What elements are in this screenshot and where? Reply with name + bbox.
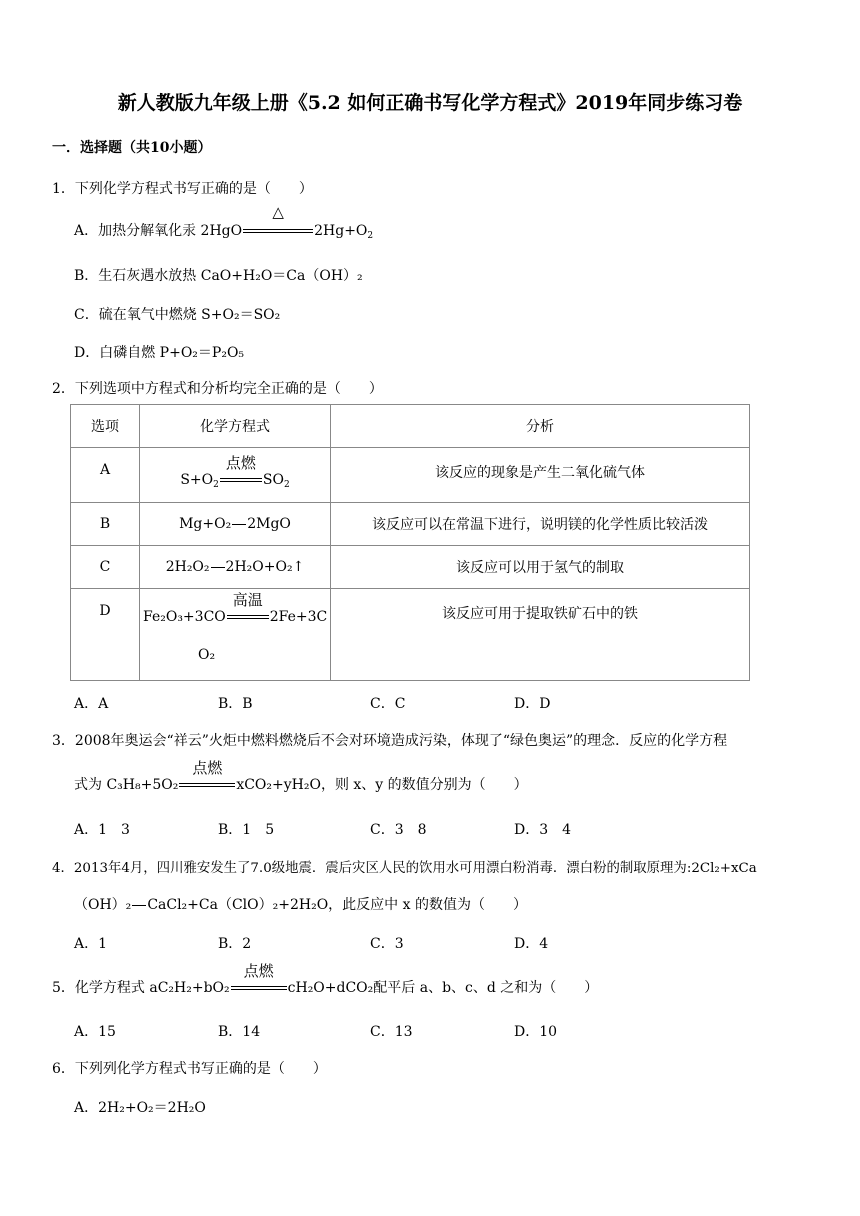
condition-label: 点燃 xyxy=(243,962,274,980)
table-cell: 该反应可以在常温下进行，说明镁的化学性质比较活泼 xyxy=(331,503,750,546)
question-4-choices xyxy=(74,933,674,953)
reaction-arrow xyxy=(178,759,236,793)
eq-text: cH₂O+dCO₂配平后 a、b、c、d 之和为（ ） xyxy=(287,980,599,996)
table-row xyxy=(71,448,750,503)
choice-c[interactable]: C．3 8 xyxy=(370,822,427,838)
question-4-line2 xyxy=(74,894,527,914)
question-2-table xyxy=(70,404,750,681)
page-title: 新人教版九年级上册《5.2 如何正确书写化学方程式》2019年同步练习卷 xyxy=(117,92,743,114)
question-1-option-d: D．白磷自燃 P+O₂＝P₂O₅ xyxy=(74,345,245,361)
question-3-line1: 3．2008年奥运会“祥云”火炬中燃料燃烧后不会对环境造成污染，体现了“绿色奥运”的理念．反应的化学方程 xyxy=(52,733,728,749)
table-cell: 该反应可用于提取铁矿石中的铁 xyxy=(331,589,750,681)
eq-text: 2H₂O₂ xyxy=(165,559,210,575)
choice-a[interactable]: A．1 xyxy=(74,936,108,952)
eq-text: SO xyxy=(262,472,284,488)
question-6-stem: 6．下列列化学方程式书写正确的是（ ） xyxy=(52,1061,327,1077)
choice-c[interactable]: C．13 xyxy=(370,1024,413,1040)
table-cell: D xyxy=(71,589,140,681)
eq-text: Mg+O₂ xyxy=(179,516,232,532)
reaction-arrow xyxy=(219,454,263,488)
eq-text: xCO₂+yH₂O，则 x、y 的数值分别为（ ） xyxy=(236,777,528,793)
choice-c[interactable]: C．3 xyxy=(370,936,404,952)
choice-a[interactable]: A．1 3 xyxy=(74,822,130,838)
question-1-option-b: B．生石灰遇水放热 CaO+H₂O＝Ca（OH）₂ xyxy=(74,268,363,284)
choice-d[interactable]: D．10 xyxy=(514,1024,558,1040)
table-cell xyxy=(140,589,331,681)
question-4-line1: 4．2013年4月，四川雅安发生了7.0级地震．震后灾区人民的饮用水可用漂白粉消毒．漂白粉的制取原理为:2Cl₂+xCa xyxy=(52,861,757,876)
table-cell: $S+O_2$ 点燃 $SO_2$ xyxy=(140,448,331,503)
eq-text: CaCl₂+Ca（ClO）₂+2H₂O，此反应中 x 的数值为（ ） xyxy=(147,897,527,913)
choice-a[interactable]: A．A xyxy=(74,696,109,712)
eq-text: （OH）₂ xyxy=(74,897,132,913)
eq-text: S+O xyxy=(180,472,214,488)
question-3-line2 xyxy=(74,759,528,794)
table-cell: B xyxy=(71,503,140,546)
question-2-choices xyxy=(74,693,674,713)
eq-text: 2MgO xyxy=(247,516,291,532)
option-a-text: A．加热分解氧化汞 2HgO xyxy=(74,223,243,239)
choice-b[interactable]: B．14 xyxy=(218,1024,261,1040)
table-cell: 该反应的现象是产生二氧化硫气体 xyxy=(331,448,750,503)
table-row xyxy=(71,546,750,589)
table-cell: C xyxy=(71,546,140,589)
eq-text: O₂ xyxy=(198,647,216,663)
choice-c[interactable]: C．C xyxy=(370,696,406,712)
choice-d[interactable]: D．4 xyxy=(514,936,549,952)
question-3-choices xyxy=(74,819,674,839)
choice-d[interactable]: D．D xyxy=(514,696,551,712)
table-cell xyxy=(140,546,331,589)
choice-b[interactable]: B．B xyxy=(218,696,253,712)
choice-b[interactable]: B．2 xyxy=(218,936,252,952)
question-6-option-a: A．2H₂+O₂＝2H₂O xyxy=(74,1100,206,1116)
condition-label: 点燃 xyxy=(192,759,223,777)
heat-condition: △ xyxy=(272,203,284,221)
choice-b[interactable]: B．1 5 xyxy=(218,822,275,838)
eq-text: 5．化学方程式 aC₂H₂+bO₂ xyxy=(52,980,230,996)
question-1-stem: 1．下列化学方程式书写正确的是（ ） xyxy=(52,181,313,197)
eq-text: 2Fe+3C xyxy=(269,609,328,625)
table-row xyxy=(71,503,750,546)
condition-label: 高温 xyxy=(232,591,263,609)
question-5-stem xyxy=(52,962,599,997)
eq-text: Fe₂O₃+3CO xyxy=(143,609,226,625)
table-row xyxy=(71,589,750,681)
table-header: 选项 xyxy=(71,405,140,448)
table-cell: A xyxy=(71,448,140,503)
reaction-arrow xyxy=(230,962,288,996)
question-1-option-a: A．加热分解氧化汞 2HgO △ $2Hg+O_2$ xyxy=(74,203,374,241)
table-cell xyxy=(140,503,331,546)
condition-label: 点燃 xyxy=(225,454,256,472)
table-header: 分析 xyxy=(331,405,750,448)
table-cell: 该反应可以用于氢气的制取 xyxy=(331,546,750,589)
reaction-arrow xyxy=(242,203,314,239)
choice-d[interactable]: D．3 4 xyxy=(514,822,572,838)
choice-a[interactable]: A．15 xyxy=(74,1024,116,1040)
question-2-stem: 2．下列选项中方程式和分析均完全正确的是（ ） xyxy=(52,381,383,397)
eq-text: 2H₂O+O₂↑ xyxy=(225,559,305,575)
reaction-arrow xyxy=(226,591,270,625)
question-1-option-c: C．硫在氧气中燃烧 S+O₂＝SO₂ xyxy=(74,307,281,323)
question-5-choices xyxy=(74,1021,674,1041)
table-header: 化学方程式 xyxy=(140,405,331,448)
section-heading: 一．选择题（共10小题） xyxy=(52,140,212,156)
eq-text: 式为 C₃H₈+5O₂ xyxy=(74,777,179,793)
option-a-product: 2Hg+O xyxy=(314,223,368,239)
